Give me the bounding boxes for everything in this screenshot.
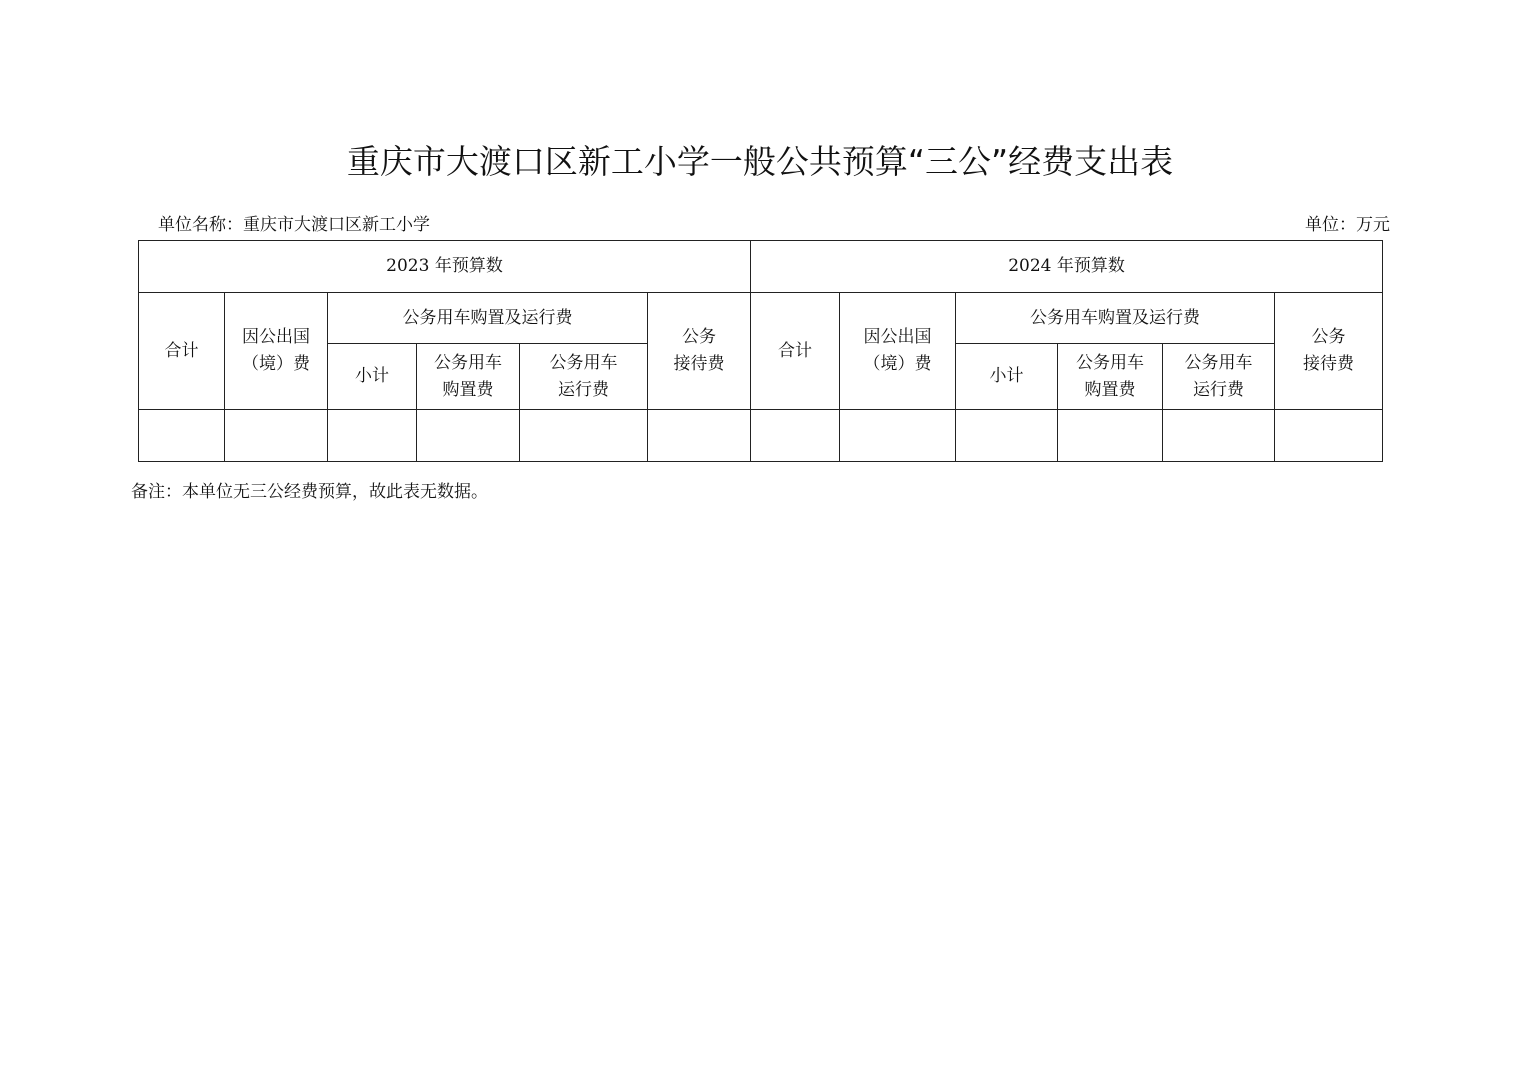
page-title: 重庆市大渡口区新工小学一般公共预算“三公”经费支出表 bbox=[346, 142, 1174, 181]
footnote: 备注：本单位无三公经费预算，故此表无数据。 bbox=[131, 482, 488, 502]
total-header-2024: 合计 bbox=[751, 293, 840, 410]
abroad-fee-header-2024-line2: （境）费 bbox=[863, 354, 932, 374]
subtotal-header-2024: 小计 bbox=[956, 344, 1058, 410]
abroad-fee-header-2023 bbox=[225, 293, 328, 410]
year-header-row bbox=[139, 241, 1383, 293]
total-header-2023: 合计 bbox=[139, 293, 225, 410]
data-cell bbox=[139, 410, 225, 462]
budget-table bbox=[138, 240, 1383, 462]
vehicle-operation-header-2024 bbox=[1163, 344, 1275, 410]
vehicle-purchase-header-2024-line1: 公务用车 bbox=[1076, 352, 1145, 373]
data-cell bbox=[520, 410, 648, 462]
abroad-fee-header-2024 bbox=[840, 293, 956, 410]
reception-fee-header-2024 bbox=[1275, 293, 1383, 410]
vehicle-operation-header-2023-line2: 运行费 bbox=[558, 379, 609, 400]
vehicle-operation-header-2024-line1: 公务用车 bbox=[1184, 352, 1253, 373]
unit-label: 单位：万元 bbox=[1305, 215, 1390, 235]
abroad-fee-header-2023-line1: 因公出国 bbox=[242, 327, 310, 347]
abroad-fee-header-2024-line1: 因公出国 bbox=[863, 327, 932, 347]
reception-fee-header-2024-line2: 接待费 bbox=[1303, 354, 1355, 374]
vehicle-operation-header-2023-line1: 公务用车 bbox=[549, 352, 618, 373]
vehicle-group-header-2023: 公务用车购置及运行费 bbox=[328, 293, 648, 344]
column-header-row bbox=[139, 293, 1383, 344]
reception-fee-header-2023-line1: 公务 bbox=[682, 327, 716, 347]
data-cell bbox=[1058, 410, 1163, 462]
abroad-fee-header-2023-line2: （境）费 bbox=[242, 354, 310, 374]
unit-name-label: 单位名称：重庆市大渡口区新工小学 bbox=[158, 215, 430, 235]
reception-fee-header-2023-line2: 接待费 bbox=[673, 354, 725, 374]
data-cell bbox=[956, 410, 1058, 462]
data-cell bbox=[328, 410, 417, 462]
vehicle-group-header-2024: 公务用车购置及运行费 bbox=[956, 293, 1275, 344]
data-cell bbox=[225, 410, 328, 462]
reception-fee-header-2024-line1: 公务 bbox=[1311, 327, 1346, 347]
reception-fee-header-2023 bbox=[648, 293, 751, 410]
year-2024-header: 2024 年预算数 bbox=[751, 241, 1383, 293]
year-2023-header: 2023 年预算数 bbox=[139, 241, 751, 293]
data-cell bbox=[1163, 410, 1275, 462]
subtotal-header-2023: 小计 bbox=[328, 344, 417, 410]
data-cell bbox=[1275, 410, 1383, 462]
data-cell bbox=[751, 410, 840, 462]
data-cell bbox=[840, 410, 956, 462]
vehicle-purchase-header-2024 bbox=[1058, 344, 1163, 410]
vehicle-operation-header-2023 bbox=[520, 344, 648, 410]
data-cell bbox=[417, 410, 520, 462]
vehicle-purchase-header-2023 bbox=[417, 344, 520, 410]
table-row bbox=[139, 410, 1383, 462]
vehicle-purchase-header-2023-line2: 购置费 bbox=[442, 379, 494, 400]
vehicle-operation-header-2024-line2: 运行费 bbox=[1193, 379, 1245, 400]
vehicle-purchase-header-2024-line2: 购置费 bbox=[1084, 379, 1136, 400]
data-cell bbox=[648, 410, 751, 462]
vehicle-purchase-header-2023-line1: 公务用车 bbox=[434, 352, 502, 373]
